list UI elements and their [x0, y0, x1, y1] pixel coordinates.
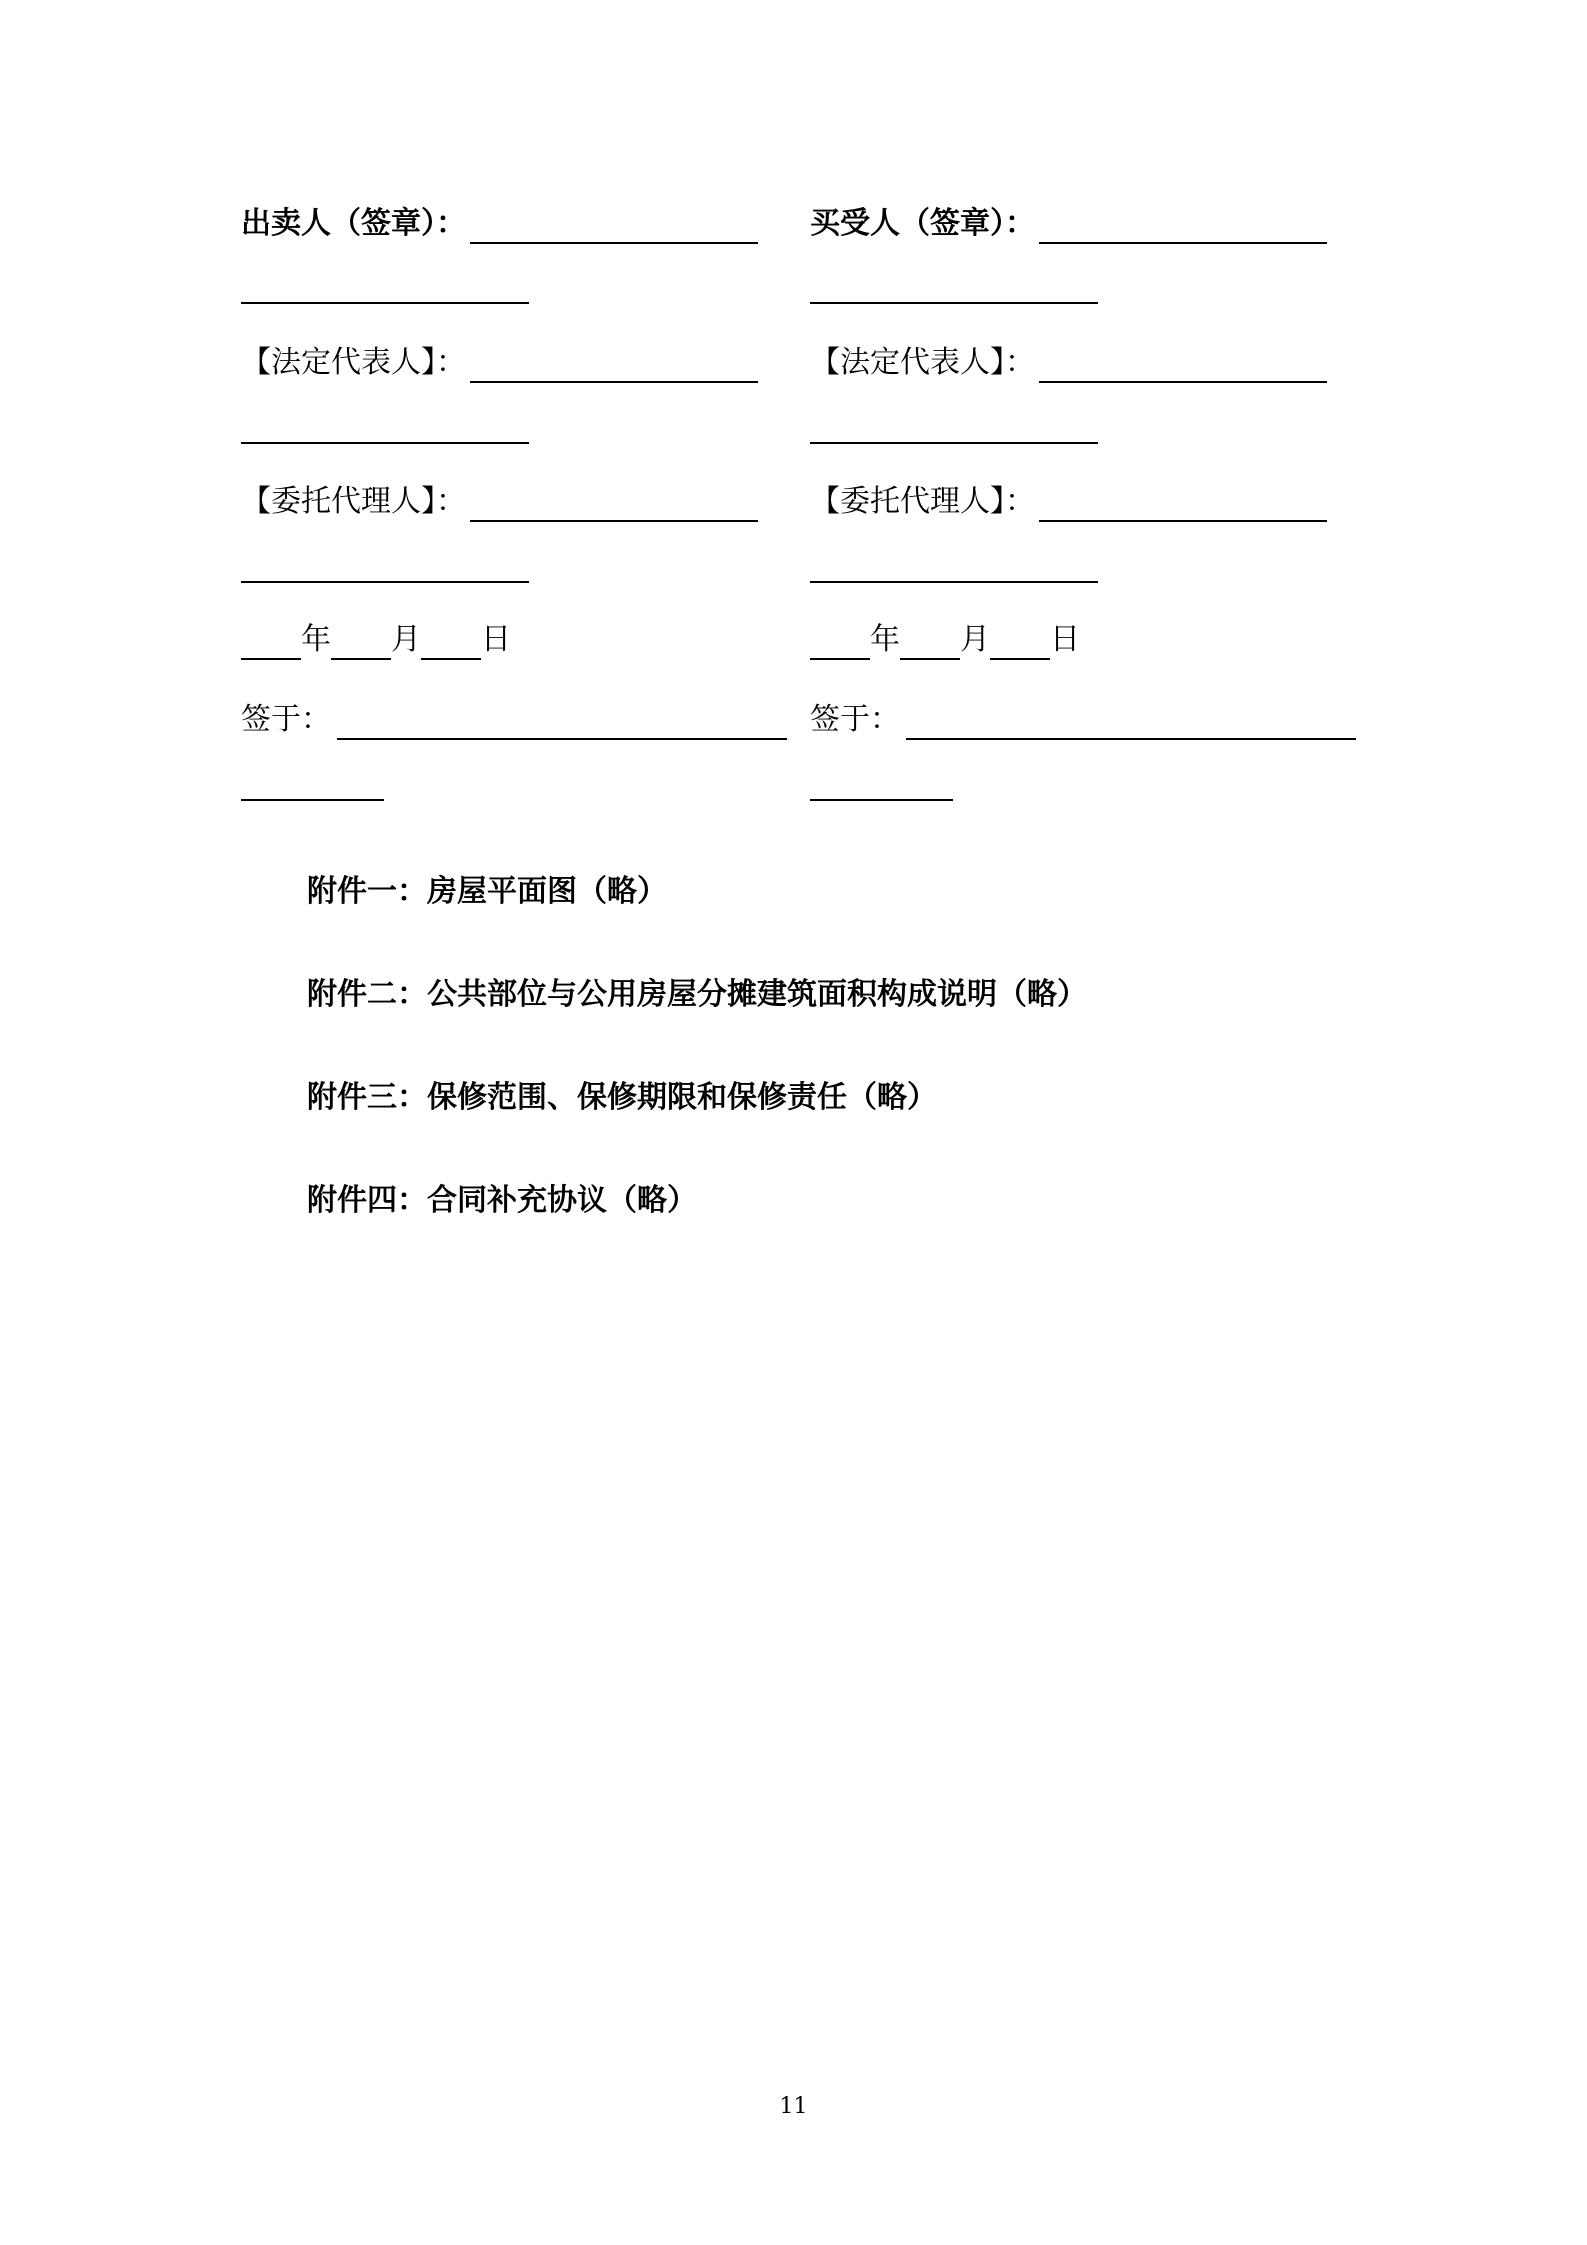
- seller-signature-row: [241, 198, 758, 244]
- seller-day-label: 日: [481, 622, 511, 657]
- seller-year-label: 年: [301, 622, 331, 657]
- buyer-agent-label: 【委托代理人】：: [810, 484, 1035, 519]
- buyer-signed-at-row: [810, 694, 1356, 740]
- attachment-1: 附件一：房屋平面图（略）: [307, 874, 667, 909]
- buyer-legal-rep-field[interactable]: [1039, 347, 1327, 383]
- attachment-3: 附件三：保修范围、保修期限和保修责任（略）: [307, 1080, 937, 1115]
- seller-year-field[interactable]: [241, 624, 301, 660]
- buyer-date-row: [810, 614, 1080, 660]
- seller-agent-field[interactable]: [470, 486, 758, 522]
- seller-legal-rep-label: 【法定代表人】：: [241, 345, 466, 380]
- seller-day-field[interactable]: [421, 624, 481, 660]
- seller-date-row: [241, 614, 511, 660]
- seller-month-label: 月: [391, 622, 421, 657]
- buyer-year-label: 年: [870, 622, 900, 657]
- buyer-legal-rep-continuation-line[interactable]: [810, 440, 1098, 444]
- seller-label: 出卖人（签章）：: [241, 206, 466, 241]
- buyer-label: 买受人（签章）：: [810, 206, 1035, 241]
- buyer-signature-field[interactable]: [1039, 208, 1327, 244]
- seller-agent-row: [241, 476, 758, 522]
- seller-legal-rep-row: [241, 337, 758, 383]
- buyer-day-field[interactable]: [990, 624, 1050, 660]
- seller-signed-at-label: 签于：: [241, 702, 331, 737]
- buyer-agent-field[interactable]: [1039, 486, 1327, 522]
- page-number: 11: [779, 2094, 808, 2119]
- attachment-4: 附件四：合同补充协议（略）: [307, 1183, 697, 1218]
- buyer-day-label: 日: [1050, 622, 1080, 657]
- seller-legal-rep-field[interactable]: [470, 347, 758, 383]
- buyer-signed-at-continuation-line[interactable]: [810, 797, 953, 801]
- attachment-2: 附件二：公共部位与公用房屋分摊建筑面积构成说明（略）: [307, 977, 1087, 1012]
- buyer-month-field[interactable]: [900, 624, 960, 660]
- buyer-legal-rep-label: 【法定代表人】：: [810, 345, 1035, 380]
- buyer-agent-continuation-line[interactable]: [810, 579, 1098, 583]
- buyer-agent-row: [810, 476, 1327, 522]
- seller-signature-field[interactable]: [470, 208, 758, 244]
- buyer-signature-continuation-line[interactable]: [810, 300, 1098, 304]
- buyer-year-field[interactable]: [810, 624, 870, 660]
- seller-legal-rep-continuation-line[interactable]: [241, 440, 529, 444]
- seller-signature-continuation-line[interactable]: [241, 300, 529, 304]
- buyer-legal-rep-row: [810, 337, 1327, 383]
- seller-agent-label: 【委托代理人】：: [241, 484, 466, 519]
- seller-month-field[interactable]: [331, 624, 391, 660]
- seller-signed-at-continuation-line[interactable]: [241, 797, 384, 801]
- buyer-signed-at-field[interactable]: [906, 704, 1356, 740]
- buyer-signature-row: [810, 198, 1327, 244]
- buyer-signed-at-label: 签于：: [810, 702, 900, 737]
- seller-signed-at-row: [241, 694, 787, 740]
- seller-agent-continuation-line[interactable]: [241, 579, 529, 583]
- buyer-month-label: 月: [960, 622, 990, 657]
- seller-signed-at-field[interactable]: [337, 704, 787, 740]
